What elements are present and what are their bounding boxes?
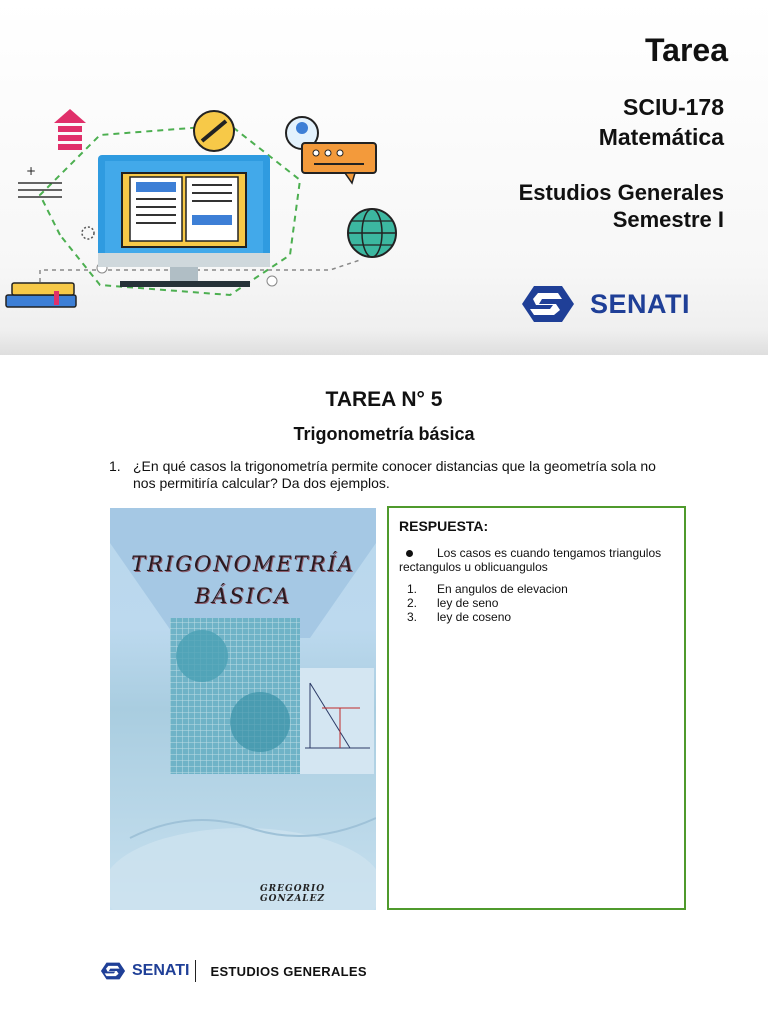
list-item xyxy=(407,596,568,610)
list-item xyxy=(407,582,568,596)
brand-name: SENATI xyxy=(590,288,691,319)
department-label: Estudios Generales xyxy=(518,180,724,205)
document-title: Tarea xyxy=(644,32,728,68)
list-item-text: ley de seno xyxy=(437,596,499,610)
list-item-text: ley de coseno xyxy=(437,610,512,624)
book-cover-image xyxy=(110,508,376,910)
question-text: ¿En qué casos la trigonometría permite conocer distancias que la geometría sola no nos permitiría calcular? Da dos ejemplos. xyxy=(133,458,656,491)
svg-text:+: + xyxy=(26,164,37,178)
bullet-icon xyxy=(406,550,413,557)
task-subtitle: Trigonometría básica xyxy=(293,424,475,444)
list-item-number: 1. xyxy=(407,582,418,596)
footer-department: ESTUDIOS GENERALES xyxy=(210,963,367,979)
question-item xyxy=(109,458,679,492)
footer-brand: SENATI xyxy=(132,962,190,979)
course-name: Matemática xyxy=(598,124,724,150)
header-banner xyxy=(0,0,768,355)
answer-box xyxy=(387,506,686,910)
book-author: GREGORIO GONZALEZ xyxy=(260,884,326,904)
list-item xyxy=(407,610,568,624)
book-title-line2: BÁSICA xyxy=(194,584,292,608)
footer xyxy=(100,960,367,982)
footer-divider xyxy=(195,960,196,982)
answer-bullet-text: Los casos es cuando tengamos triangulos rectangulos u oblicuangulos xyxy=(399,546,662,574)
list-item-number: 2. xyxy=(407,596,418,610)
course-code: SCIU-178 xyxy=(623,94,724,120)
list-item-text: En angulos de elevacion xyxy=(437,582,568,596)
senati-logo xyxy=(520,284,690,324)
header-shadow xyxy=(0,330,768,355)
list-item-number: 3. xyxy=(407,610,418,624)
task-title: TAREA N° 5 xyxy=(325,388,443,411)
answer-list xyxy=(407,582,568,624)
book-title-line1: TRIGONOMETRÍA xyxy=(131,552,355,576)
question-number: 1. xyxy=(109,458,121,474)
senati-s-icon xyxy=(520,284,576,324)
education-illustration xyxy=(0,95,420,335)
answer-bullet xyxy=(399,546,679,574)
semester-label: Semestre I xyxy=(612,207,724,232)
answer-heading: RESPUESTA: xyxy=(399,518,489,534)
senati-s-icon xyxy=(100,961,126,981)
